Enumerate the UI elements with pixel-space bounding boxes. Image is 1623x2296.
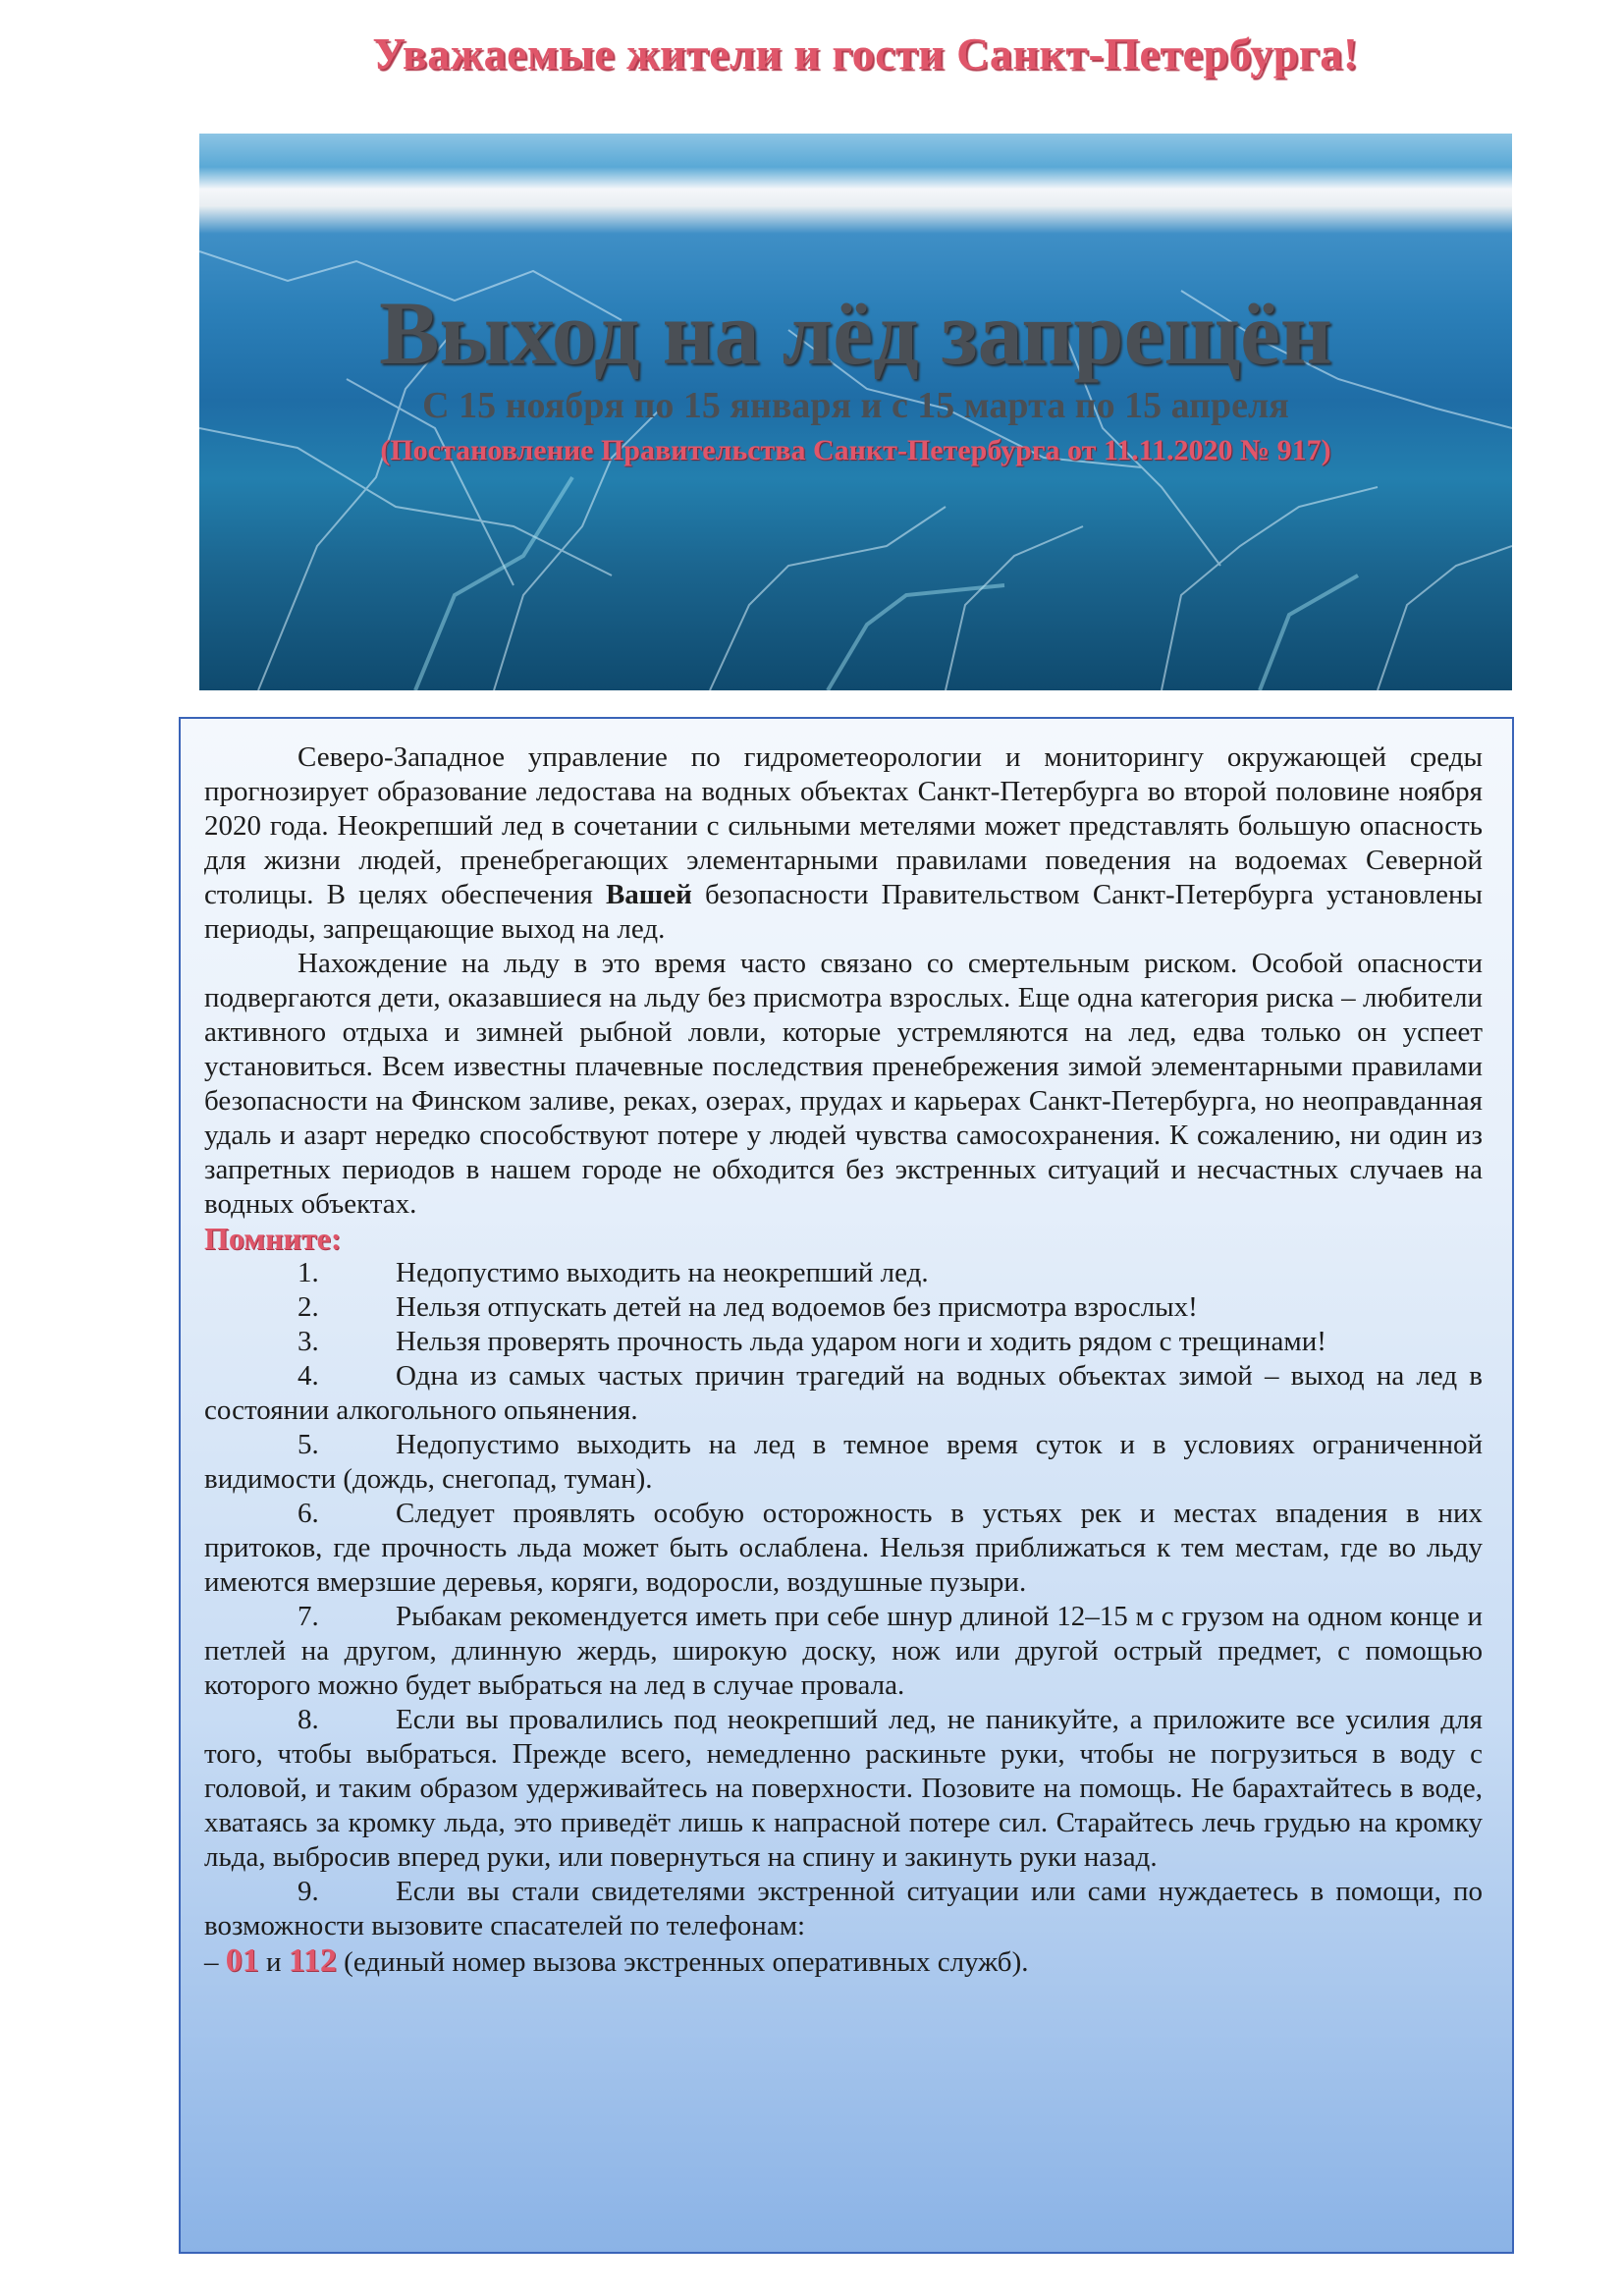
list-item [204,1497,1483,1600]
p1-text-after: безопасности Правительством Санкт-Петербурга установлены периоды, запрещающие выход на лед. [204,879,1483,945]
content-box [179,717,1514,2254]
list-item [204,1428,1483,1497]
list-item-number: 8. [298,1704,319,1735]
emergency-phones [204,1943,1483,1980]
list-item [204,1600,1483,1703]
list-item-text: Недопустимо выходить на лед в темное время суток и в условиях ограниченной видимости (дождь, снегопад, туман). [204,1429,1483,1495]
list-item-text: Рыбакам рекомендуется иметь при себе шнур длиной 12–15 м с грузом на одном конце и петлей на другом, длинную жердь, широкую доску, нож или другой острый предмет, с помощью которого можно будет выбраться на лед в случае провала. [204,1601,1483,1701]
phones-and: и [266,1946,282,1978]
phones-note: (единый номер вызова экстренных оперативных служб). [344,1946,1029,1978]
list-item-number: 3. [298,1326,319,1357]
list-item-number: 5. [298,1429,319,1460]
phones-dash: – [204,1946,219,1978]
phone-number-01: 01 [225,1942,259,1979]
list-item-number: 4. [298,1360,319,1392]
page-title: Уважаемые жители и гости Санкт-Петербурга! [372,28,1359,79]
ice-banner [199,134,1512,690]
list-item [204,1325,1483,1359]
p1-text-before: Северо-Западное управление по гидрометеорологии и мониторингу окружающей среды прогнозирует образование ледостава на водных объектах Санкт-Петербурга во второй половине ноября 2020 года. Неокрепший лед в сочетании с сильными метелями может представлять большую опасность для жизни людей, пренебрегающих элементарными правилами поведения на водоемах Северной столицы. В целях обеспечения [204,741,1483,910]
banner-decree: (Постановление Правительства Санкт-Петербурга от 11.11.2020 № 917) [380,434,1331,466]
list-item-number: 2. [298,1291,319,1323]
list-item-text: Если вы стали свидетелями экстренной ситуации или сами нуждаетесь в помощи, по возможности вызовите спасателей по телефонам: [204,1876,1483,1941]
list-item-text: Нельзя отпускать детей на лед водоемов без присмотра взрослых! [396,1291,1198,1323]
list-item [204,1703,1483,1875]
list-item-text: Если вы провалились под неокрепший лед, не паникуйте, а приложите все усилия для того, чтобы выбраться. Прежде всего, немедленно раскиньте руки, чтобы не погрузиться в воду с головой, и таким образом удерживайтесь на поверхности. Позовите на помощь. Не барахтайтесь в воде, хватаясь за кромку льда, это приведёт лишь к напрасной потере сил. Старайтесь лечь грудью на кромку льда, выбросив вперед руки, или повернуться на спину и закинуть руки назад. [204,1704,1483,1873]
paragraph-risk: Нахождение на льду в это время часто связано со смертельным риском. Особой опасности подвергаются дети, оказавшиеся на льду без присмотра взрослых. Еще одна категория риска – любители активного отдыха и зимней рыбной ловли, которые устремляются на лед, едва только он успеет установиться. Всем известны плачевные последствия пренебрежения зимой элементарными правилами безопасности на Финском заливе, реках, озерах, прудах и карьерах Санкт-Петербурга, но неоправданная удаль и азарт нередко способствуют потере у людей чувства самосохранения. К сожалению, ни один из запретных периодов в нашем городе не обходится без экстренных ситуаций и несчастных случаев на водных объектах. [204,948,1483,1220]
list-item-text: Одна из самых частых причин трагедий на водных объектах зимой – выход на лед в состоянии алкогольного опьянения. [204,1360,1483,1426]
list-item [204,1290,1483,1325]
remember-heading: Помните: [204,1221,342,1256]
list-item-number: 9. [298,1876,319,1907]
phone-number-112: 112 [288,1942,337,1979]
banner-dates: С 15 ноября по 15 января и с 15 марта по 15 апреля [422,385,1289,426]
list-item [204,1256,1483,1290]
list-item [204,1875,1483,1943]
paragraph-intro [204,740,1483,947]
list-item-text: Недопустимо выходить на неокрепший лед. [396,1257,929,1288]
list-item [204,1359,1483,1428]
list-item-number: 1. [298,1257,319,1288]
list-item-text: Нельзя проверять прочность льда ударом ноги и ходить рядом с трещинами! [396,1326,1326,1357]
banner-title: Выход на лёд запрещён [379,283,1332,383]
list-item-number: 7. [298,1601,319,1632]
list-item-number: 6. [298,1498,319,1529]
list-item-text: Следует проявлять особую осторожность в устьях рек и местах впадения в них притоков, где прочность льда может быть ослаблена. Нельзя приближаться к тем местам, где во льду имеются вмерзшие деревья, коряги, водоросли, воздушные пузыри. [204,1498,1483,1598]
p1-bold-word: Вашей [605,879,692,910]
